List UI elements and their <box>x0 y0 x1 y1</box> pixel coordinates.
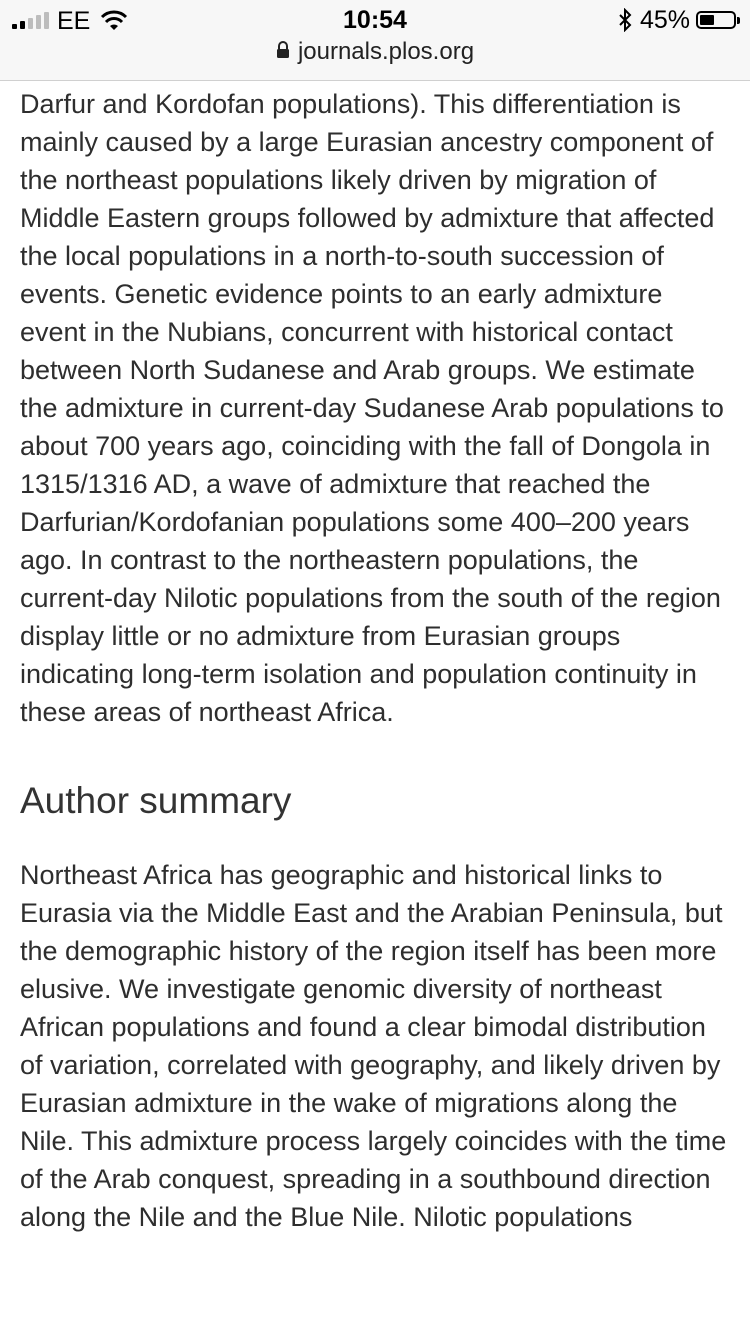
battery-icon <box>696 11 736 29</box>
author-summary-heading: Author summary <box>20 780 292 821</box>
article-body <box>20 85 732 1236</box>
url-text[interactable]: journals.plos.org <box>297 38 475 65</box>
battery-fill <box>700 15 714 25</box>
abstract-paragraph: Darfur and Kordofan populations). This differentiation is mainly caused by a large Eurasian ancestry component of the northeast populations likely driven by migration of Middle Eastern groups followed by admixture that affected the local populations in a north-to-south succession of events. Genetic evidence points to an early admixture event in the Nubians, concurrent with historical contact between North Sudanese and Arab groups. We estimate the admixture in current-day Sudanese Arab populations to about 700 years ago, coinciding with the fall of Dongola in 1315/1316 AD, a wave of admixture that reached the Darfurian/Kordofanian populations some 400–200 years ago. In contrast to the northeastern populations, the current-day Nilotic populations from the south of the region display little or no admixture from Eurasian groups indicating long-term isolation and population continuity in these areas of northeast Africa. <box>20 89 724 727</box>
address-bar[interactable] <box>0 38 750 66</box>
bluetooth-icon <box>618 8 632 32</box>
battery-percentage: 45% <box>639 5 690 34</box>
lock-icon <box>276 41 290 64</box>
carrier-name: EE <box>57 6 91 35</box>
author-summary-paragraph: Northeast Africa has geographic and historical links to Eurasia via the Middle East and the Arabian Peninsula, but the demographic history of the region itself has been more elusive. We investigate genomic diversity of northeast African populations and found a clear bimodal distribution of variation, correlated with geography, and likely driven by Eurasian admixture in the wake of migrations along the Nile. This admixture process largely coincides with the time of the Arab conquest, spreading in a southbound direction along the Nile and the Blue Nile. Nilotic populations <box>20 860 727 1232</box>
status-bar <box>0 0 750 81</box>
status-right <box>618 6 736 34</box>
clock: 10:54 <box>343 6 407 34</box>
